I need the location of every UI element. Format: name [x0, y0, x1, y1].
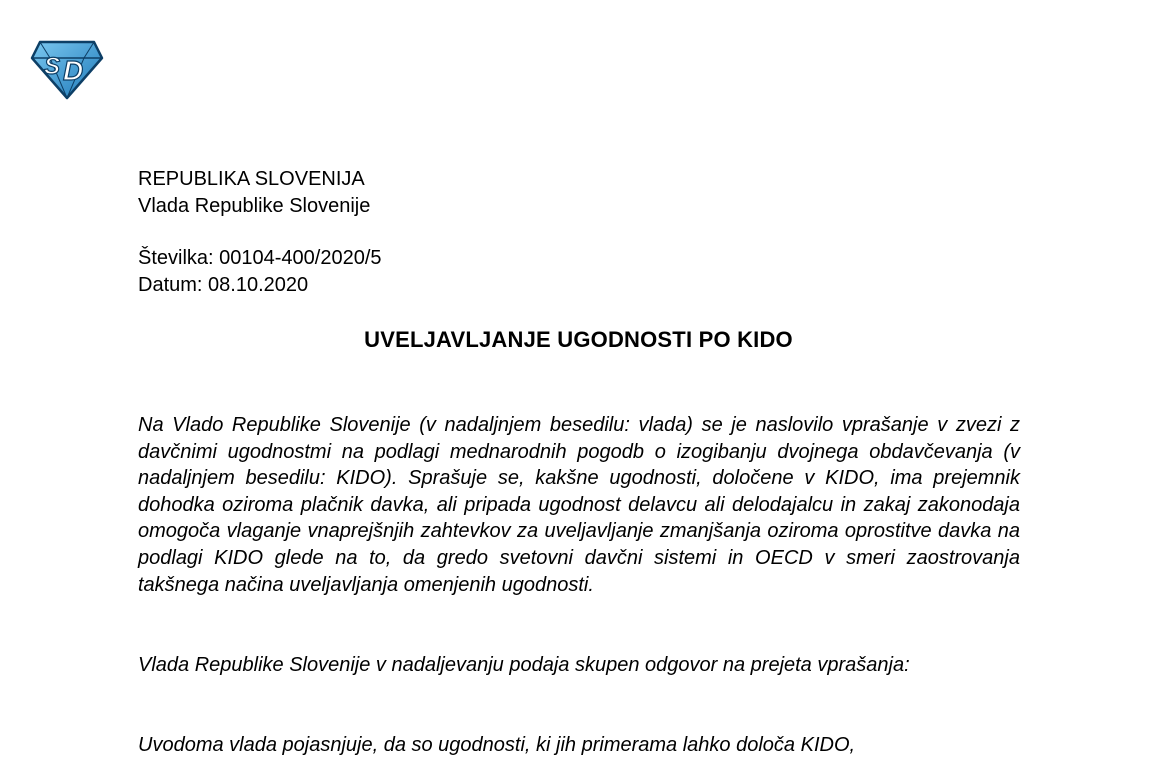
document-number: Številka: 00104-400/2020/5: [138, 247, 382, 269]
svg-text:S: S: [44, 53, 61, 80]
paragraph-body: Uvodoma vlada pojasnjuje, da so ugodnosti, ki jih primerama lahko določa KIDO,: [138, 734, 856, 756]
document-date: Datum: 08.10.2020: [138, 274, 309, 296]
government-name: Vlada Republike Slovenije: [138, 195, 371, 217]
paragraph-answer-intro: Vlada Republike Slovenije v nadaljevanju podaja skupen odgovor na prejeta vprašanja:: [138, 654, 910, 676]
document-title: UVELJAVLJANJE UGODNOSTI PO KIDO: [364, 327, 793, 352]
country-name: REPUBLIKA SLOVENIJA: [138, 168, 365, 190]
letterhead: [138, 166, 370, 220]
sd-diamond-logo-icon: [30, 40, 104, 100]
document-meta: [138, 245, 382, 299]
paragraph-intro: Na Vlado Republike Slovenije (v nadaljnjem besedilu: vlada) se je naslovilo vprašanje v zvezi z davčnimi ugodnostmi na podlagi mednarodnih pogodb o izogibanju dvojnega obdavčevanja (v nadaljnjem besedilu: KIDO). Sprašuje se, kakšne ugodnosti, določene v KIDO, ima prejemnik dohodka oziroma plačnik davka, ali pripada ugodnost delavcu ali delodajalcu in zakaj zakonodaja omogoča vlaganje vnaprejšnjih zahtevkov za uveljavljanje zmanjšanja oziroma oprostitve davka na podlagi KIDO glede na to, da gredo svetovni davčni sistemi in OECD v smeri zaostrovanja takšnega načina uveljavljanja omenjenih ugodnosti.: [138, 414, 1020, 596]
svg-text:D: D: [63, 55, 84, 86]
